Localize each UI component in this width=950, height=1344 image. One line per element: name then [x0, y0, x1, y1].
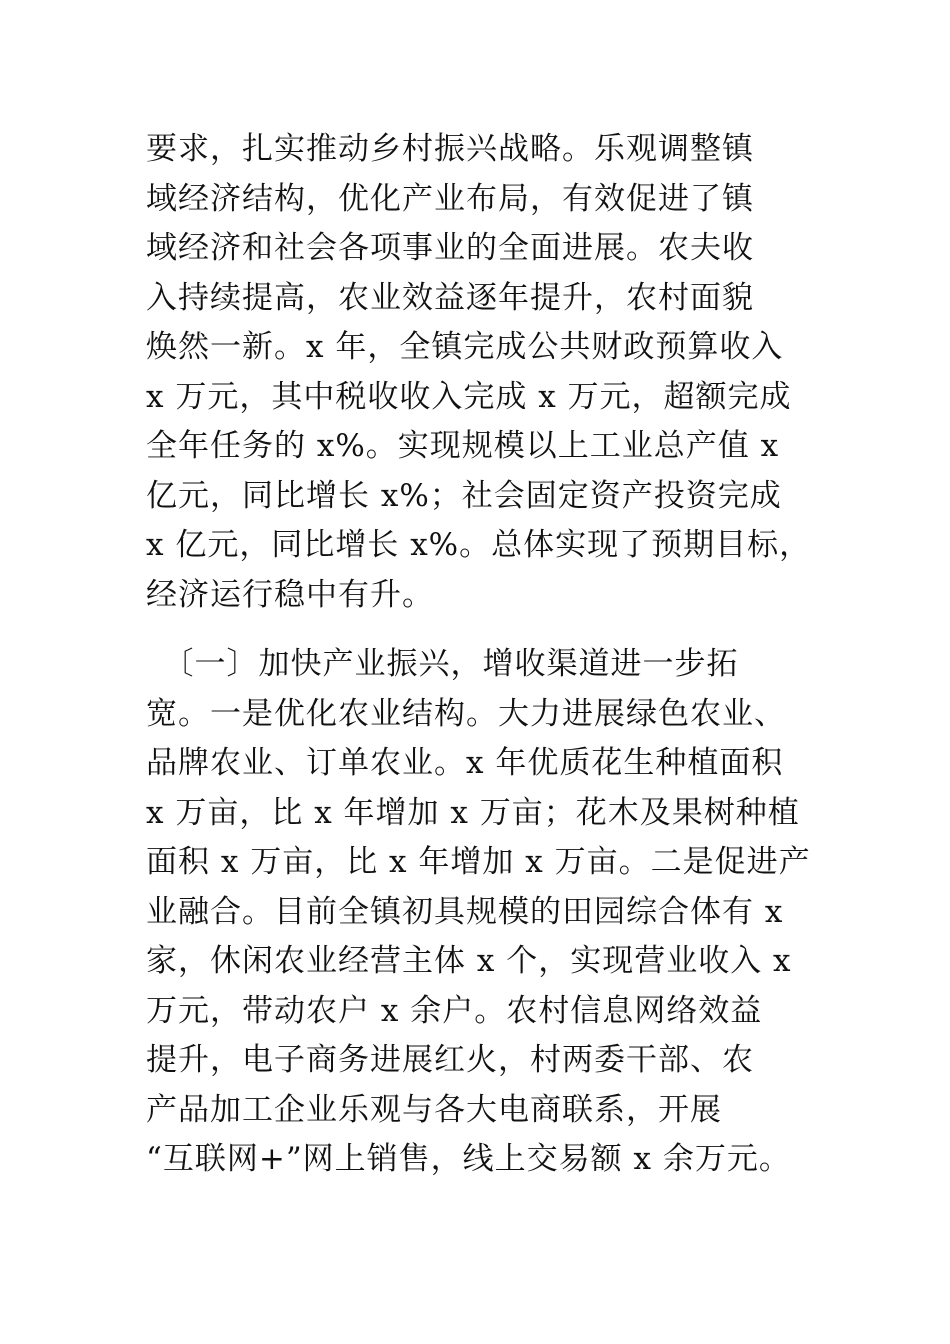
text-line: 亿元，同比增长 x%；社会固定资产投资完成	[146, 477, 782, 514]
text-line: x 亿元，同比增长 x%。总体实现了预期目标，	[146, 527, 812, 563]
paragraph-2	[146, 640, 836, 1185]
text-line: 提升，电子商务进展红火，村两委干部、农	[146, 1042, 754, 1078]
text-line: 全年任务的 x%。实现规模以上工业总产值 x	[146, 428, 780, 464]
text-line: 经济运行稳中有升。	[146, 576, 434, 613]
text-line: 面积 x 万亩，比 x 年增加 x 万亩。二是促进产	[146, 844, 811, 880]
text-line: 〔一〕加快产业振兴，增收渠道进一步拓	[146, 646, 739, 682]
text-line: “互联网+”网上销售，线上交易额 x 余万元。	[146, 1141, 791, 1177]
text-line: 业融合。目前全镇初具规模的田园综合体有 x	[146, 893, 784, 930]
text-line: 入持续提高，农业效益逐年提升，农村面貌	[146, 279, 754, 316]
text-line: 域经济结构，优化产业布局，有效促进了镇	[146, 180, 754, 217]
text-line: 万元，带动农户 x 余户。农村信息网络效益	[146, 992, 763, 1029]
text-line: x 万亩，比 x 年增加 x 万亩；花木及果树种植	[146, 794, 800, 831]
text-line: 产品加工企业乐观与各大电商联系，开展	[146, 1091, 722, 1128]
text-line: 家，休闲农业经营主体 x 个，实现营业收入 x	[146, 943, 792, 979]
text-line: x 万元，其中税收收入完成 x 万元，超额完成	[146, 378, 792, 415]
text-line: 域经济和社会各项事业的全面进展。农夫收	[146, 230, 754, 266]
paragraph-1	[146, 125, 836, 620]
text-line: 宽。一是优化农业结构。大力进展绿色农业、	[146, 695, 786, 732]
text-line: 品牌农业、订单农业。x 年优质花生种植面积	[146, 745, 784, 781]
text-line: 焕然一新。x 年，全镇完成公共财政预算收入	[146, 329, 784, 365]
text-line: 要求，扎实推动乡村振兴战略。乐观调整镇	[146, 131, 754, 167]
